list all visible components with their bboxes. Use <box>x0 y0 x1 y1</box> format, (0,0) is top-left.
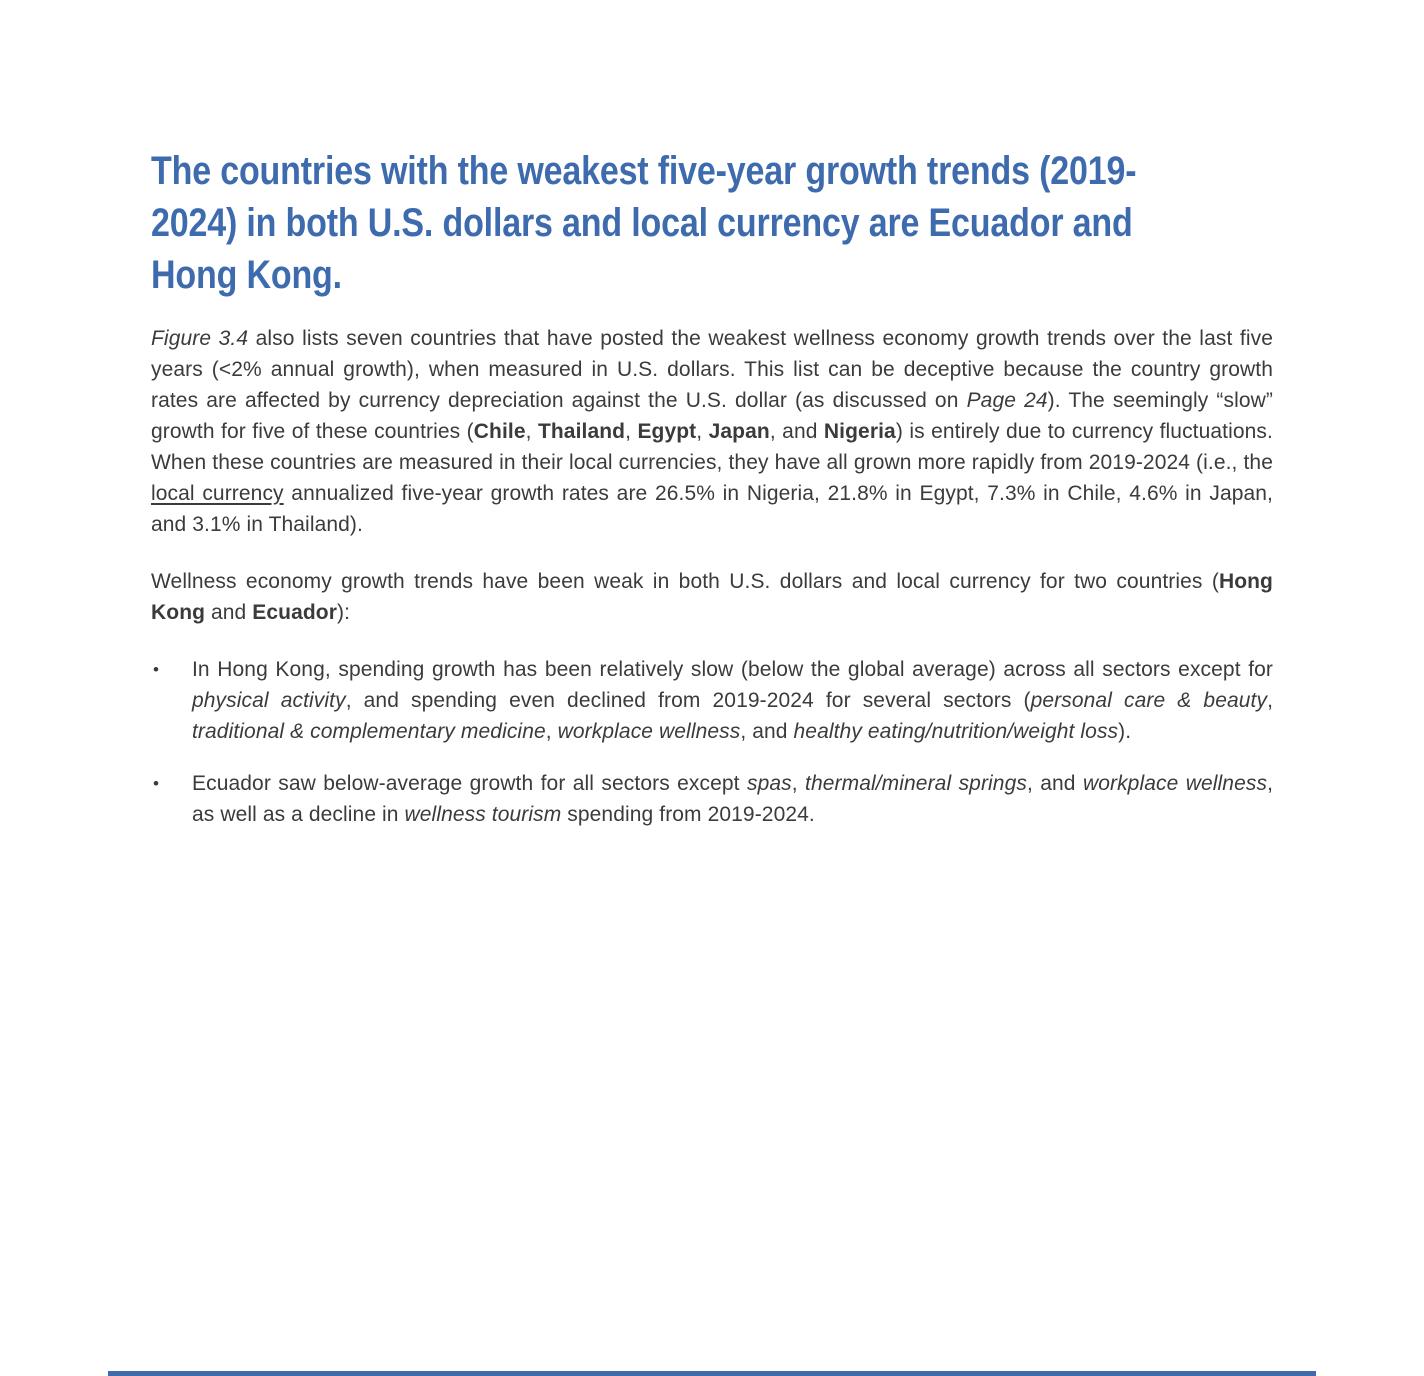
footer-accent-bar <box>108 1371 1316 1376</box>
paragraph-two-countries: Wellness economy growth trends have been weak in both U.S. dollars and local currency for two countries (Hong Kong and Ecuador): <box>151 570 1273 624</box>
paragraph-growth-trends: Figure 3.4 also lists seven countries that have posted the weakest wellness economy growth trends over the last five years (<2% annual growth), when measured in U.S. dollars. This list can be deceptive because the country growth rates are affected by currency depreciation against the U.S. dollar (as discussed on Page 24). The seemingly “slow” growth for five of these countries (Chile, Thailand, Egypt, Japan, and Nigeria) is entirely due to currency fluctuations. When these countries are measured in their local currencies, they have all grown more rapidly from 2019-2024 (i.e., the local currency annualized five-year growth rates are 26.5% in Nigeria, 21.8% in Egypt, 7.3% in Chile, 4.6% in Japan, and 3.1% in Thailand). <box>151 327 1274 536</box>
content-column <box>151 0 1273 851</box>
bullet-item-ecuador <box>151 768 1273 830</box>
bullet-hong-kong-text: In Hong Kong, spending growth has been relatively slow (below the global average) across all sectors except for physical activity, and spending even declined from 2019-2024 for several sectors (personal care & beauty, traditional & complementary medicine, workplace wellness, and healthy eating/nutrition/weight loss). <box>192 658 1274 743</box>
heading-line-3: Hong Kong. <box>151 253 342 297</box>
heading-line-1: The countries with the weakest five-year growth trends (2019- <box>151 149 1137 193</box>
section-heading <box>151 145 1273 301</box>
bullet-marker: • <box>153 660 159 679</box>
bullet-ecuador-text: Ecuador saw below-average growth for all sectors except spas, thermal/mineral springs, and workplace wellness, as well as a decline in wellness tourism spending from 2019-2024. <box>192 772 1273 826</box>
bullet-item-hong-kong <box>151 654 1273 747</box>
heading-line-2: 2024) in both U.S. dollars and local currency are Ecuador and <box>151 201 1133 245</box>
bullet-marker: • <box>153 774 159 793</box>
